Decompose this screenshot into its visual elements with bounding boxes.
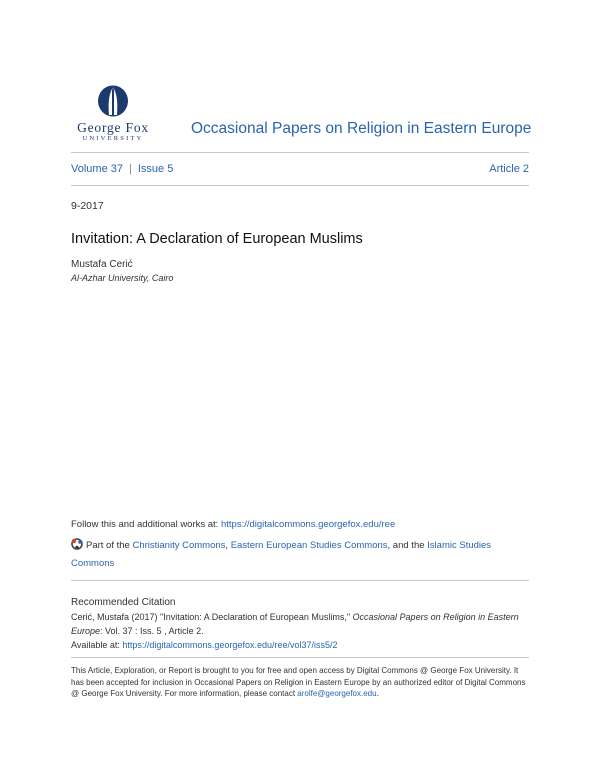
issue-divider [71, 185, 529, 186]
partof-separator-1: , [225, 540, 231, 551]
partof-prefix: Part of the [86, 540, 133, 551]
access-notice [71, 665, 531, 700]
christianity-commons-link[interactable]: Christianity Commons [132, 540, 226, 551]
issue-navigation [71, 163, 529, 175]
issue-link[interactable]: Issue 5 [137, 163, 174, 175]
issue-separator: | [128, 163, 132, 175]
follow-line [71, 519, 395, 530]
publication-date: 9-2017 [71, 200, 104, 212]
partof-separator-2: , and the [387, 540, 428, 551]
islamic-studies-commons-link[interactable]: Islamic Studies Commons [71, 540, 492, 569]
article-url-link[interactable]: https://digitalcommons.georgefox.edu/ree/vol37/iss5/2 [122, 640, 338, 650]
paper-title: Invitation: A Declaration of European Muslims [71, 231, 363, 247]
citation-heading: Recommended Citation [71, 597, 176, 608]
citation-volume-text: : Vol. 37 : Iss. 5 , Article 2. [100, 626, 204, 636]
logo-wordmark: George Fox [77, 120, 149, 135]
citation-block [71, 610, 531, 652]
header-divider [71, 152, 529, 153]
journal-title-link[interactable]: Occasional Papers on Religion in Eastern Europe [191, 120, 532, 137]
discipline-line [71, 538, 529, 572]
author-affiliation: Al-Azhar University, Cairo [71, 273, 174, 283]
access-notice-text: This Article, Exploration, or Report is brought to you for free and open access by Digital Commons @ George Fox University. It has been accepted for inclusion in Occasional Papers on Religion in Eastern Europe by an authorized editor of Digital Commons @ George Fox University. For more information, please contact [71, 666, 526, 698]
article-number-link[interactable]: Article 2 [489, 163, 529, 175]
follow-text: Follow this and additional works at: [71, 519, 221, 530]
repository-link[interactable]: https://digitalcommons.georgefox.edu/ree [220, 519, 396, 530]
university-logo [70, 84, 160, 142]
available-prefix: Available at: [71, 640, 123, 650]
network-icon [71, 538, 83, 556]
citation-journal: Occasional Papers on Religion in Eastern Europe [71, 612, 519, 636]
author-name: Mustafa Cerić [71, 259, 133, 270]
university-seal-icon [96, 84, 130, 118]
eastern-european-studies-commons-link[interactable]: Eastern European Studies Commons [230, 540, 388, 551]
logo-subtitle: UNIVERSITY [82, 135, 144, 142]
contact-email-link[interactable]: arolfe@georgefox.edu [297, 689, 377, 698]
citation-divider [71, 580, 529, 581]
footer-divider [71, 657, 529, 658]
citation-text: Cerić, Mustafa (2017) "Invitation: A Declaration of European Muslims," [71, 612, 353, 622]
access-notice-end: . [376, 689, 379, 698]
volume-link[interactable]: Volume 37 [71, 163, 123, 175]
